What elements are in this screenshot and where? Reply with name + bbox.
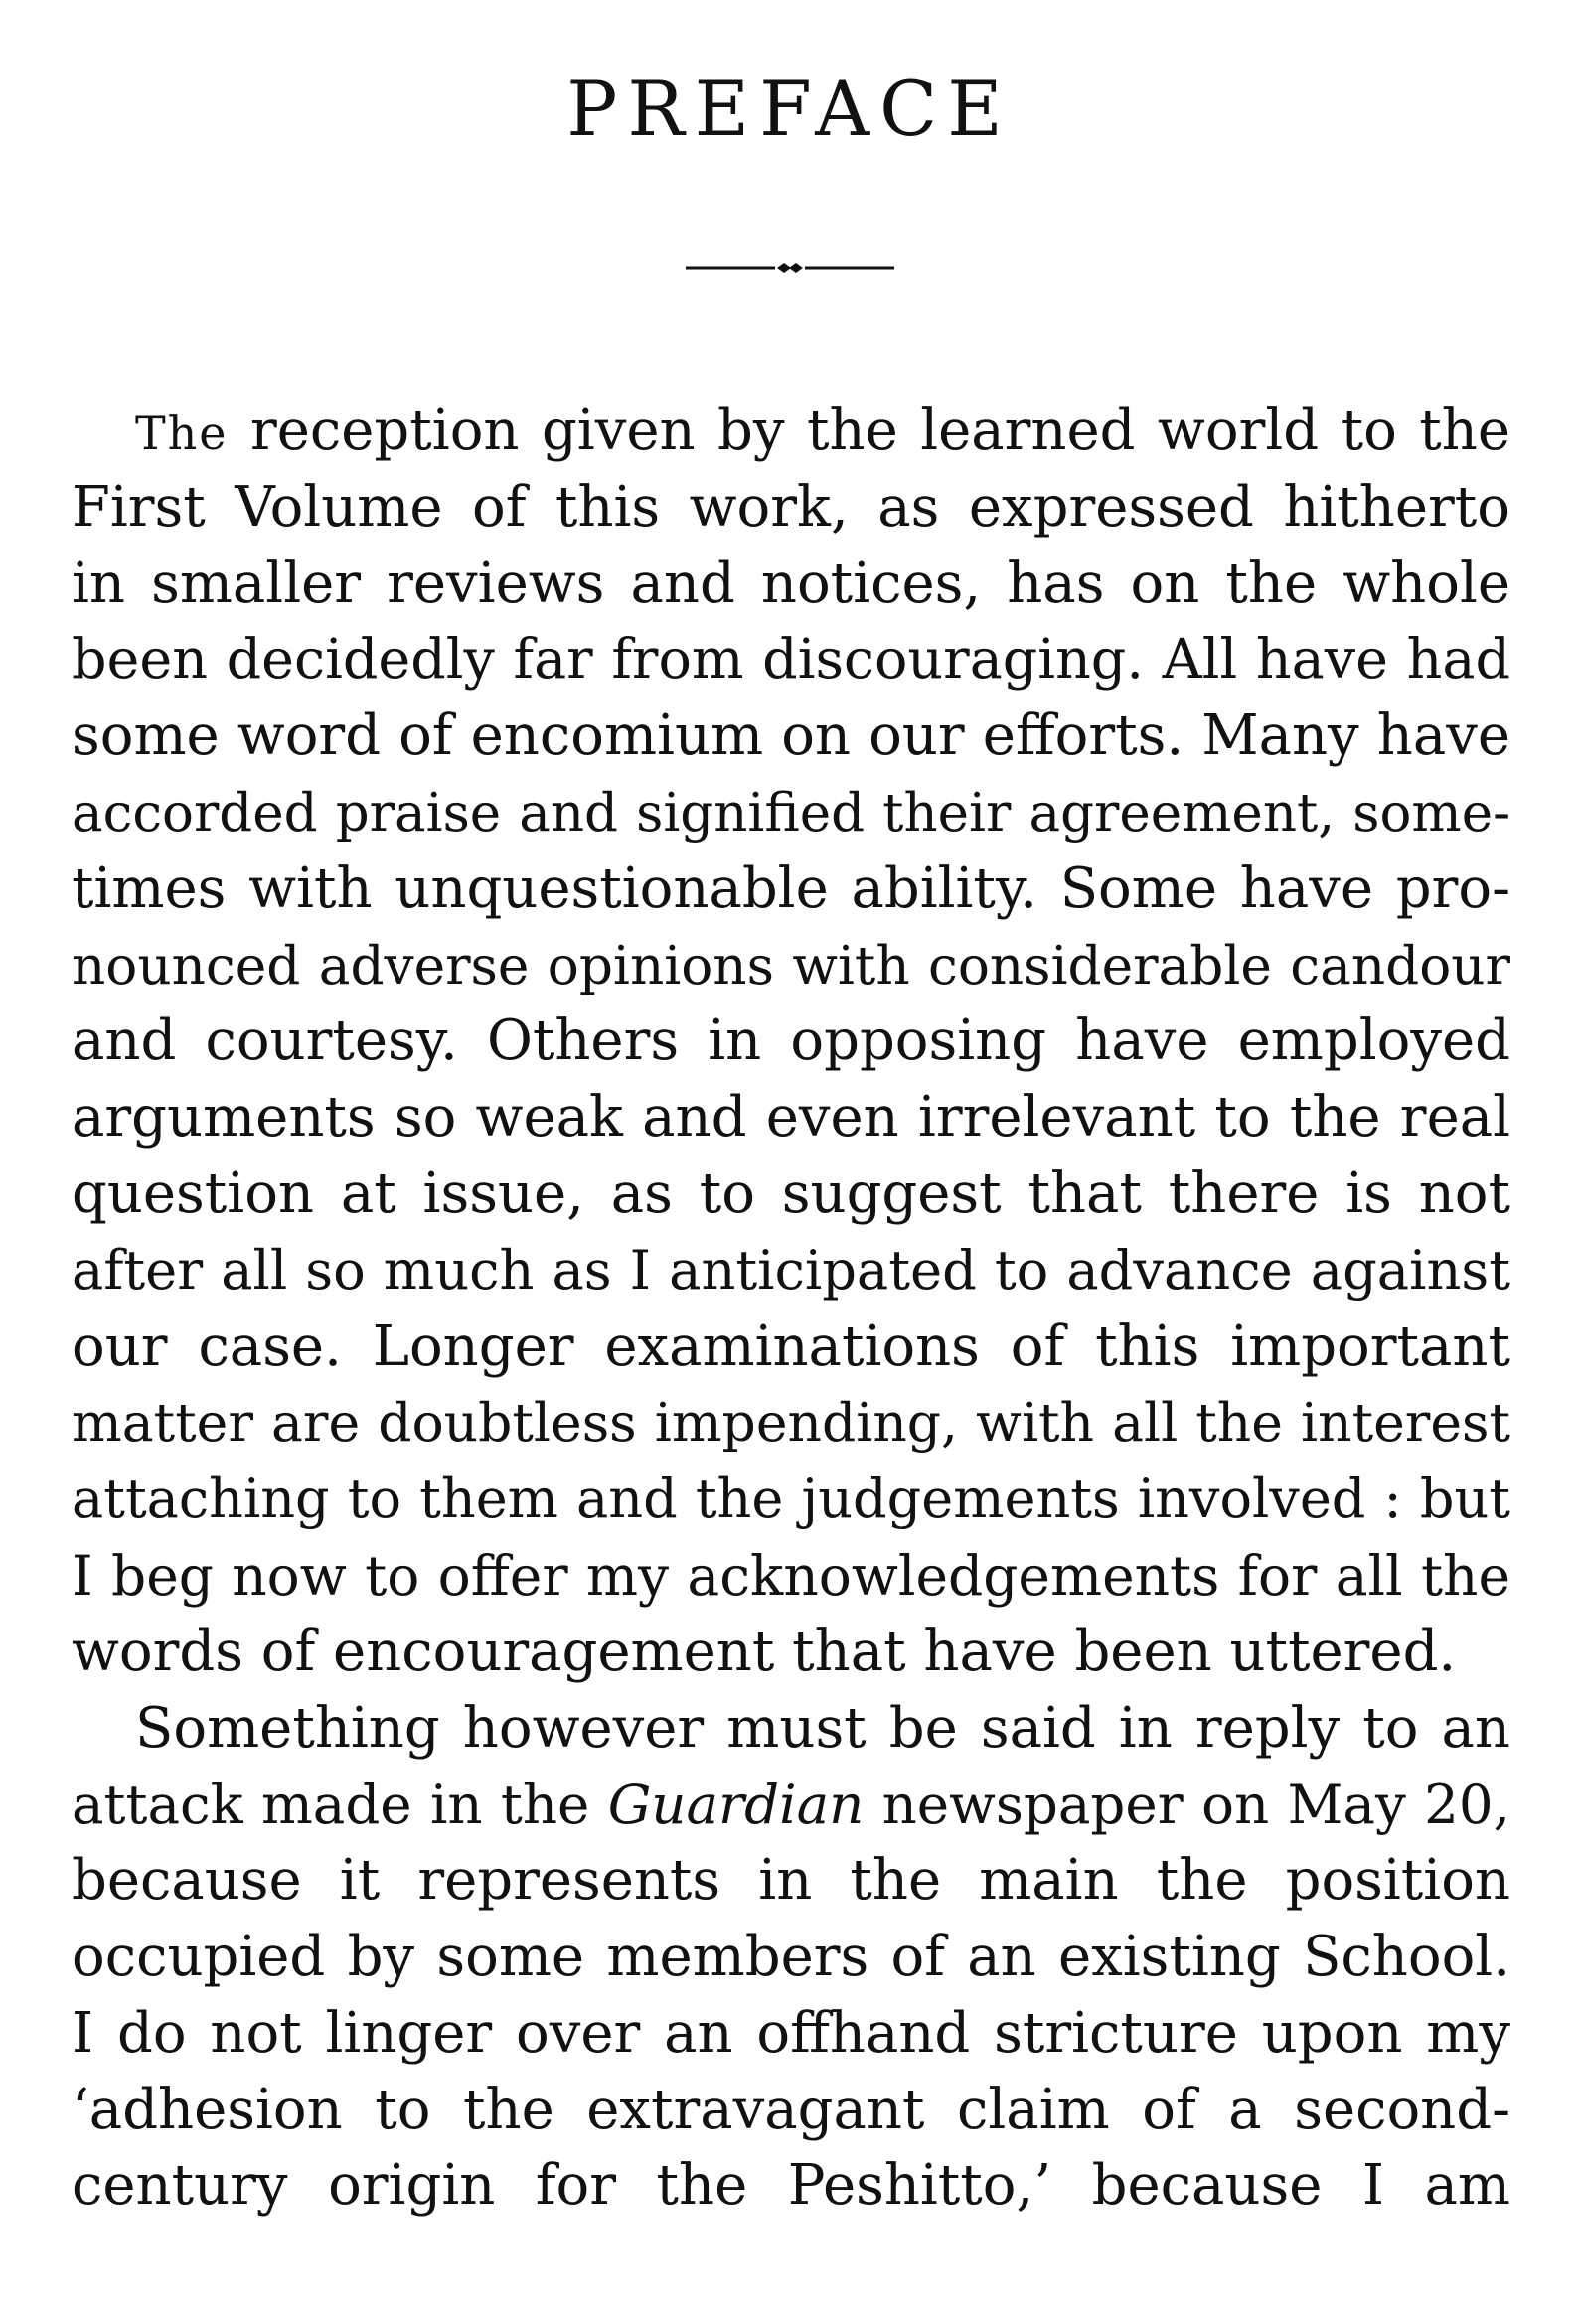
page-title: PREFACE <box>566 65 1013 153</box>
text-line: nounced adverse opinions with considerable candour <box>72 934 1510 997</box>
text-line: some word of encomium on our efforts. Many have <box>72 703 1510 769</box>
text-line: our case. Longer examinations of this important <box>72 1314 1510 1379</box>
text-line: First Volume of this work, as expressed hitherto <box>72 474 1510 540</box>
paragraph-1 <box>72 393 1510 1691</box>
text-line: matter are doubtless impending, with all the interest <box>72 1391 1510 1455</box>
ornament-divider <box>686 262 894 274</box>
text-line: in smaller reviews and notices, has on the whole <box>72 550 1510 616</box>
text-line: times with unquestionable ability. Some have pro- <box>72 855 1510 921</box>
text-line: accorded praise and signified their agreement, some- <box>72 781 1510 844</box>
body-text <box>72 393 1510 2225</box>
text-line: I do not linger over an offhand stricture upon my <box>72 2000 1510 2066</box>
text-line: after all so much as I anticipated to advance against <box>72 1238 1510 1302</box>
text-line: The reception given by the learned world to the <box>135 398 1510 463</box>
text-line: Something however must be said in reply to an <box>135 1695 1510 1761</box>
text-line: occupied by some members of an existing School. <box>72 1924 1510 1989</box>
text-line: question at issue, as to suggest that there is not <box>72 1161 1510 1226</box>
text-line: words of encouragement that have been uttered. <box>72 1619 1457 1684</box>
text-line: attaching to them and the judgements involved : but <box>72 1468 1510 1531</box>
drop-word: The <box>135 406 229 460</box>
text-line: arguments so weak and even irrelevant to the real <box>72 1085 1510 1151</box>
paragraph-2 <box>72 1691 1510 2226</box>
text-line: been decidedly far from discouraging. All have had <box>72 627 1510 693</box>
text-line: ‘adhesion to the extravagant claim of a second- <box>72 2077 1510 2142</box>
text-line: attack made in the Guardian newspaper on May 20, <box>72 1773 1510 1837</box>
italic-title: Guardian <box>607 1773 865 1837</box>
text-line: because it represents in the main the position <box>72 1848 1510 1914</box>
text-line: and courtesy. Others in opposing have employed <box>72 1008 1510 1074</box>
text-line: I beg now to offer my acknowledgements for all the <box>72 1543 1510 1608</box>
text-line: century origin for the Peshitto,’ because I am <box>72 2153 1510 2219</box>
